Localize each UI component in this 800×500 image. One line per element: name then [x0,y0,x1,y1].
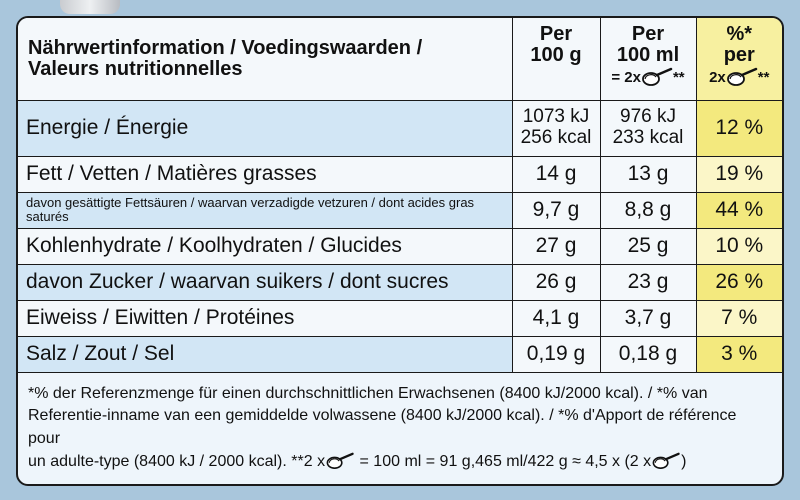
table-row [18,264,782,300]
header-per-100g [512,18,600,100]
header-percent-prefix: 2x [709,69,726,86]
row-percent: 12 % [696,100,782,156]
row-per-100g: 14 g [512,156,600,192]
row-label: Salz / Zout / Sel [18,336,512,372]
energy-kj-100g: 1073 kJ [522,106,590,128]
row-per-100g: 27 g [512,228,600,264]
header-per-100g-line1: Per [539,23,573,45]
row-per-100g: 9,7 g [512,192,600,228]
title-line-1: Nährwertinformation / Voedingswaarden / [28,36,423,59]
row-per-100ml: 8,8 g [600,192,696,228]
row-per-100ml: 0,18 g [600,336,696,372]
header-per-100g-line2: 100 g [530,44,582,66]
row-per-100ml [600,100,696,156]
row-label: davon Zucker / waarvan suikers / dont sucres [18,264,512,300]
header-per-100ml-suffix: ** [672,69,685,86]
row-per-100g [512,100,600,156]
header-per-100ml-line1: Per [631,23,665,45]
table-row [18,228,782,264]
footnote-line-3c: ) [681,452,687,470]
row-percent: 3 % [696,336,782,372]
header-percent-suffix: ** [757,69,770,86]
row-label: Eiweiss / Eiwitten / Protéines [18,300,512,336]
header-per-100ml-prefix: = 2x [611,69,641,86]
footnote [18,373,782,474]
footnote-line-2: Referentie-inname van een gemiddelde volwassene (8400 kJ/2000 kcal). / *% d'Apport de référence pour [28,407,737,447]
header-percent-line2: per [723,44,755,66]
row-per-100g: 4,1 g [512,300,600,336]
row-per-100g: 26 g [512,264,600,300]
footnote-line-1: *% der Referenzmenge für einen durchschnittlichen Erwachsenen (8400 kJ/2000 kcal). / *% van [28,384,708,402]
table-row [18,336,782,372]
row-percent: 44 % [696,192,782,228]
table-row [18,100,782,156]
row-label: Kohlenhydrate / Koolhydraten / Glucides [18,228,512,264]
nutrition-panel [16,16,784,486]
footnote-line-3b: = 100 ml = 91 g,465 ml/422 g ≈ 4,5 x (2 x [355,452,652,470]
table-row [18,300,782,336]
header-per-100ml [600,18,696,100]
row-label: Energie / Énergie [18,100,512,156]
title-line-2: Valeurs nutritionnelles [28,57,243,80]
header-row [18,18,782,100]
header-percent [696,18,782,100]
header-per-100ml-line2: 100 ml [616,44,680,66]
row-percent: 19 % [696,156,782,192]
row-percent: 26 % [696,264,782,300]
row-label: Fett / Vetten / Matières grasses [18,156,512,192]
energy-kcal-100g: 256 kcal [520,127,592,148]
header-percent-line1: %* [726,23,753,45]
ice-cream-scoop-icon [651,452,681,470]
table-row [18,192,782,228]
row-per-100ml: 3,7 g [600,300,696,336]
row-per-100ml: 13 g [600,156,696,192]
table-title [18,18,512,100]
ice-cream-scoop-icon [641,67,673,87]
row-percent: 10 % [696,228,782,264]
row-label: davon gesättigte Fettsäuren / waarvan verzadigde vetzuren / dont acides gras saturés [18,192,512,228]
row-percent: 7 % [696,300,782,336]
footnote-line-3a: un adulte-type (8400 kJ / 2000 kcal). **2 x [28,452,326,470]
energy-kcal-100ml: 233 kcal [612,127,684,148]
row-per-100ml: 25 g [600,228,696,264]
table-row [18,156,782,192]
energy-kj-100ml: 976 kJ [620,106,676,128]
row-per-100ml: 23 g [600,264,696,300]
ice-cream-scoop-icon [325,452,355,470]
ice-cream-scoop-icon [726,67,758,87]
row-per-100g: 0,19 g [512,336,600,372]
top-decoration [60,0,120,14]
nutrition-table [18,18,782,373]
